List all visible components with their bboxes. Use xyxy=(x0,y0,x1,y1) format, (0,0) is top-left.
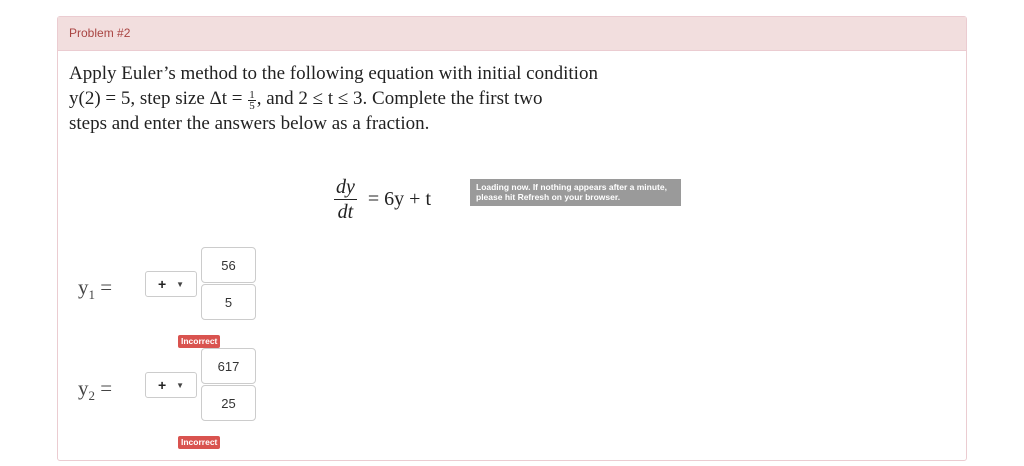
y2-denominator-input[interactable]: 25 xyxy=(201,385,256,421)
problem-line-3: steps and enter the answers below as a fraction. xyxy=(69,113,430,134)
y2-status-badge: Incorrect xyxy=(178,436,220,449)
derivative-denominator: dt xyxy=(337,201,354,223)
problem-line-2 xyxy=(69,86,729,111)
y1-numerator-input[interactable]: 56 xyxy=(201,247,256,283)
problem-line-2-start: y(2) = 5, step size Δt = xyxy=(69,88,248,109)
loading-notice-line-2: please hit Refresh on your browser. xyxy=(476,192,621,202)
y1-label-sub: 1 xyxy=(88,287,95,303)
y1-sign-value: + xyxy=(157,276,167,292)
step-size-numerator: 1 xyxy=(249,89,255,101)
y1-status-badge: Incorrect xyxy=(178,335,220,348)
equation-rhs: = 6y + t xyxy=(367,188,432,210)
y2-sign-dropdown[interactable] xyxy=(145,372,197,398)
differential-equation xyxy=(334,175,431,224)
y2-label-sub: 2 xyxy=(88,388,95,404)
derivative-numerator: dy xyxy=(336,176,355,198)
chevron-down-icon: ▼ xyxy=(176,380,185,390)
derivative-fraction xyxy=(334,175,357,224)
problem-statement xyxy=(69,61,729,136)
chevron-down-icon: ▼ xyxy=(176,279,185,289)
problem-line-1: Apply Euler’s method to the following equation with initial condition xyxy=(69,63,598,84)
y2-numerator-input[interactable]: 617 xyxy=(201,348,256,384)
loading-notice xyxy=(470,179,681,206)
y1-label-base: y xyxy=(78,275,89,299)
y1-label xyxy=(78,275,112,303)
y1-equals: = xyxy=(100,275,113,299)
step-size-denominator: 5 xyxy=(249,100,255,112)
y1-denominator-input[interactable]: 5 xyxy=(201,284,256,320)
y2-equals: = xyxy=(100,376,113,400)
loading-notice-line-1: Loading now. If nothing appears after a minute, xyxy=(476,182,667,192)
panel-heading xyxy=(58,17,966,51)
y1-sign-dropdown[interactable] xyxy=(145,271,197,297)
y2-label xyxy=(78,376,112,404)
step-size-fraction xyxy=(248,90,256,111)
problem-line-2-end: , and 2 ≤ t ≤ 3. Complete the first two xyxy=(256,88,543,109)
panel-title: Problem #2 xyxy=(69,26,131,40)
problem-panel xyxy=(57,16,967,461)
y2-sign-value: + xyxy=(157,377,167,393)
y2-label-base: y xyxy=(78,376,89,400)
